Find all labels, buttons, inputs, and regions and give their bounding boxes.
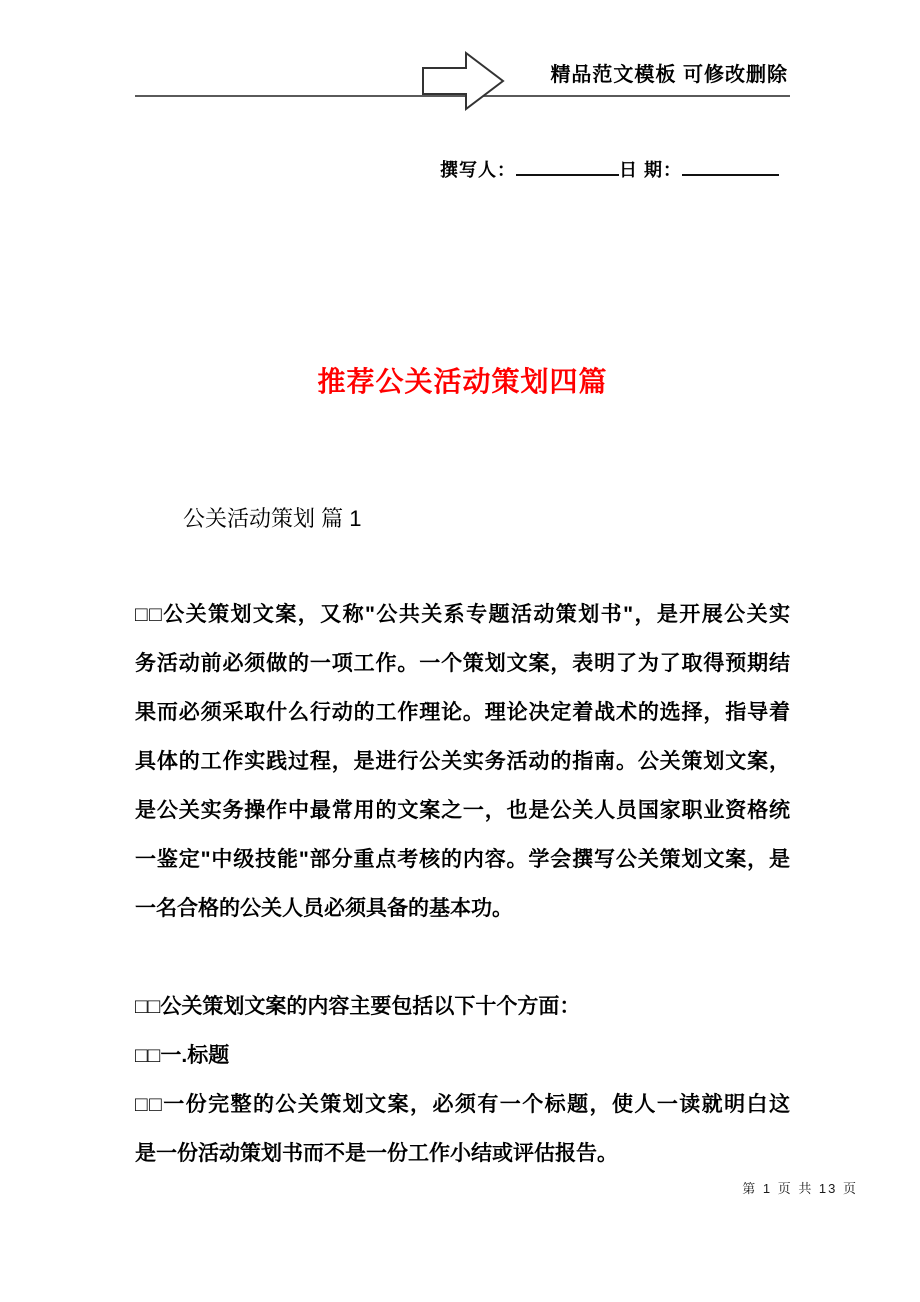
paragraph-line: 务活动前必须做的一项工作。一个策划文案，表明了为了取得预期结 <box>135 652 790 675</box>
paragraph-line: 一名合格的公关人员必须具备的基本功。 <box>135 897 513 920</box>
paragraph-line: 具体的工作实践过程，是进行公关实务活动的指南。公关策划文案， <box>135 750 790 773</box>
paragraph-line: □□一份完整的公关策划文案，必须有一个标题，使人一读就明白这 <box>135 1093 790 1116</box>
paragraph <box>135 590 790 933</box>
block-arrow-right-icon <box>418 48 508 118</box>
byline-row <box>440 154 779 182</box>
paragraph-line: □□公关策划文案，又称"公共关系专题活动策划书"，是开展公关实 <box>135 603 790 626</box>
date-label: 日 期： <box>619 160 683 180</box>
paragraph <box>135 1080 790 1178</box>
paragraph <box>135 1031 790 1080</box>
paragraph <box>135 982 790 1031</box>
header-tagline: 精品范文模板 可修改删除 <box>550 64 788 86</box>
document-title: 推荐公关活动策划四篇 <box>317 366 608 397</box>
paragraph-line: □□公关策划文案的内容主要包括以下十个方面： <box>135 995 581 1018</box>
writer-label: 撰写人： <box>440 160 516 180</box>
paragraph-line: 是一份活动策划书而不是一份工作小结或评估报告。 <box>135 1142 618 1165</box>
paragraph-line: 是公关实务操作中最常用的文案之一，也是公关人员国家职业资格统 <box>135 799 790 822</box>
footer-page-number: 第 1 页 共 13 页 <box>742 1181 858 1196</box>
paragraph-line: □□一.标题 <box>135 1044 230 1067</box>
body-text <box>135 590 790 1178</box>
writer-blank-field[interactable] <box>516 154 619 176</box>
section-heading: 公关活动策划 篇 1 <box>183 506 362 531</box>
paragraph-line: 果而必须采取什么行动的工作理论。理论决定着战术的选择，指导着 <box>135 701 790 724</box>
date-blank-field[interactable] <box>682 154 779 176</box>
paragraph-line: 一鉴定"中级技能"部分重点考核的内容。学会撰写公关策划文案，是 <box>135 848 790 871</box>
